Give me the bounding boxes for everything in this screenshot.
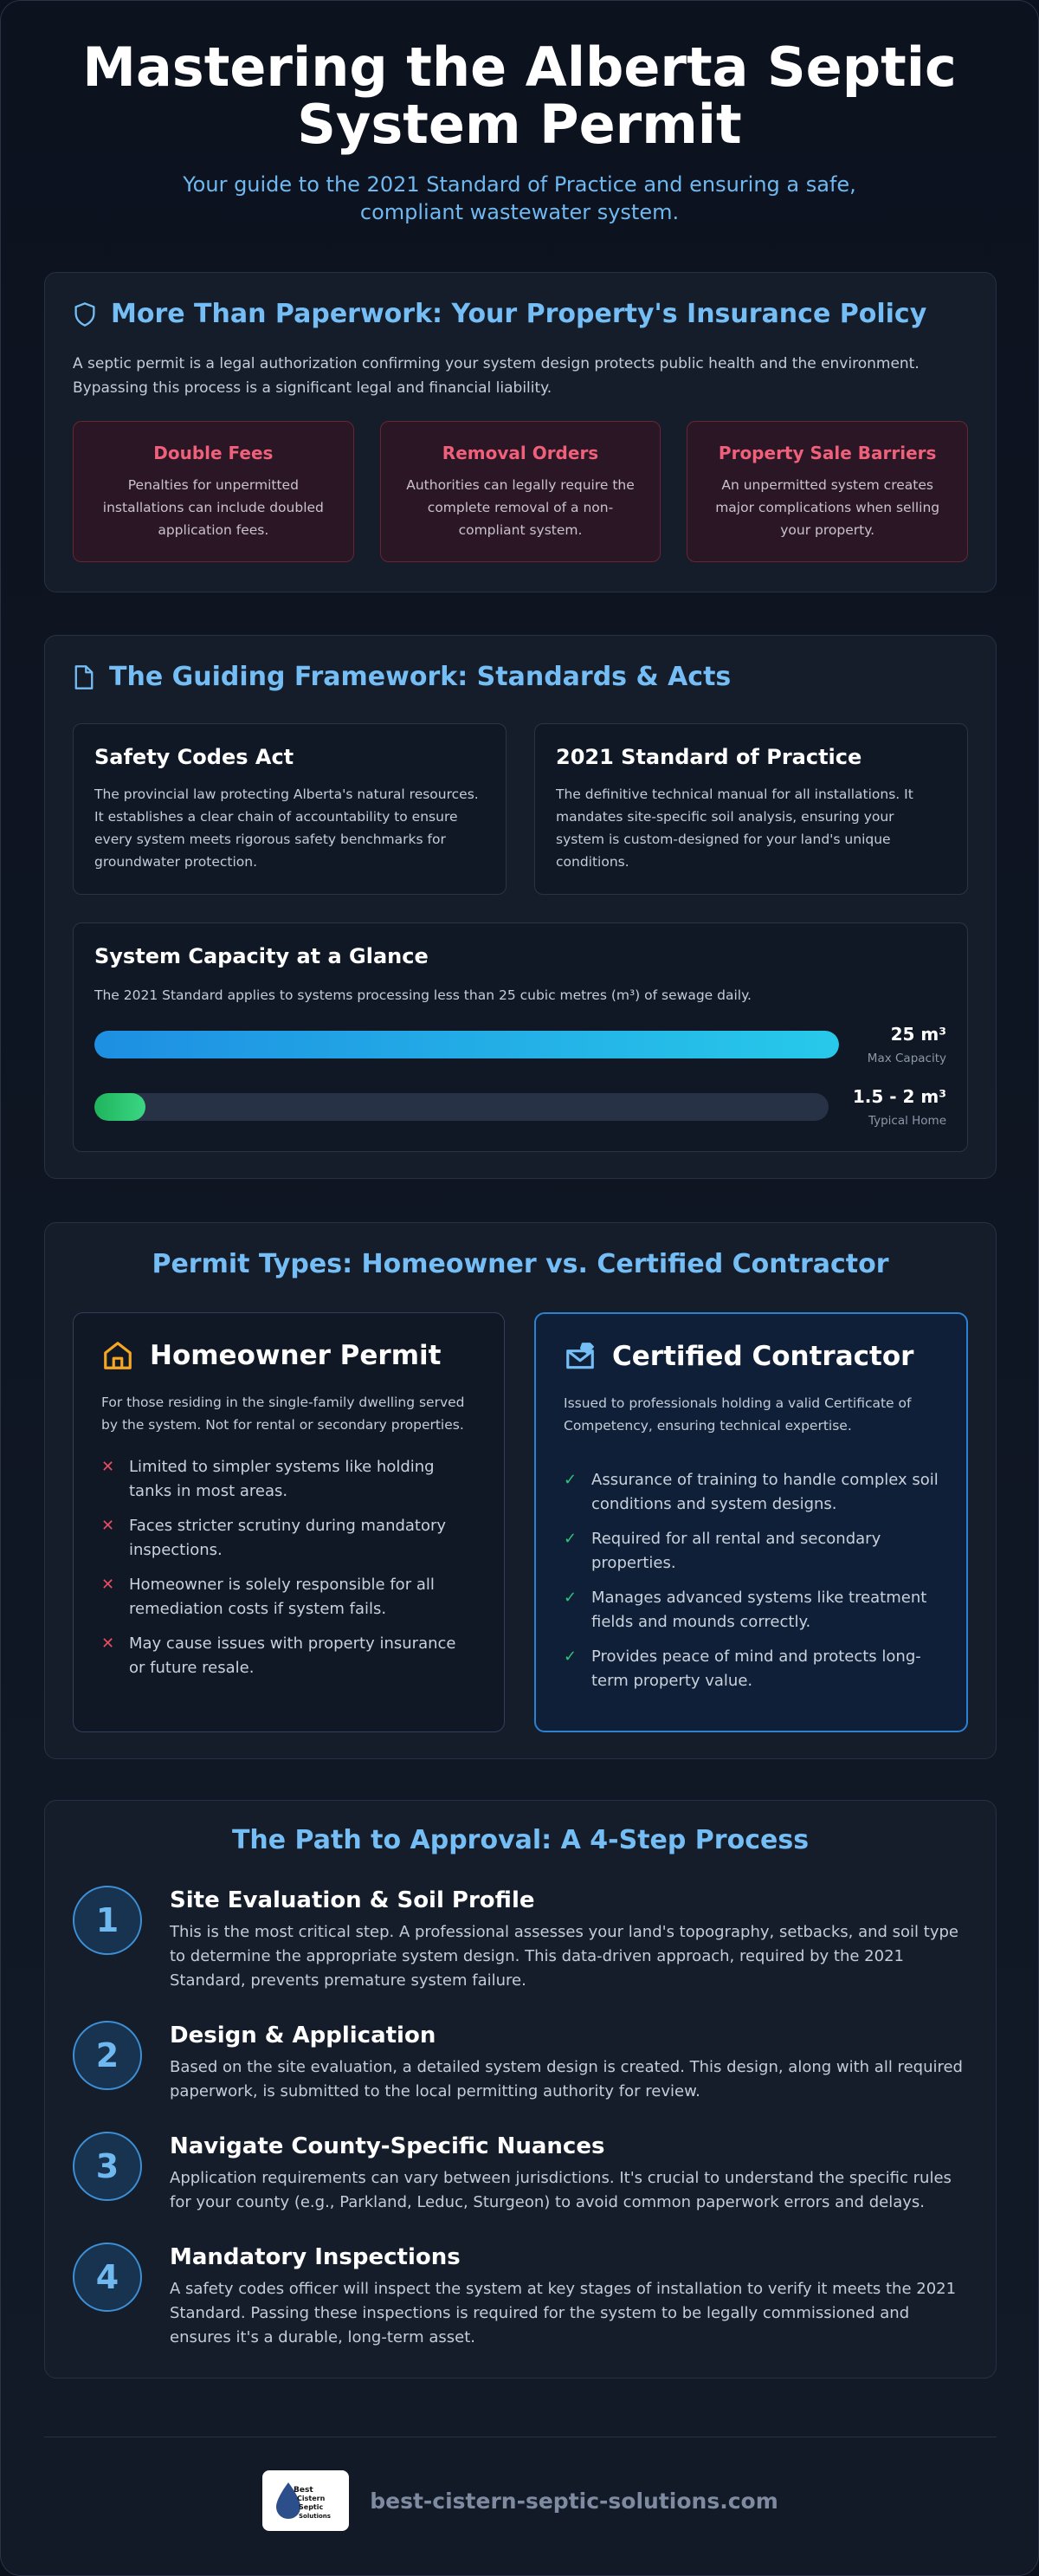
benefit-list bbox=[564, 1468, 939, 1693]
capacity-bar-typical bbox=[94, 1086, 946, 1128]
card-title: Certified Contractor bbox=[612, 1341, 914, 1372]
insurance-intro: A septic permit is a legal authorization confirming your system design protects public health and the environment. Bypassing this process is a significant legal and financial liability. bbox=[73, 355, 920, 397]
risk-title: Double Fees bbox=[153, 443, 274, 463]
process-section bbox=[44, 1800, 997, 2379]
step-body bbox=[170, 2243, 970, 2350]
svg-text:Cistern: Cistern bbox=[297, 2495, 326, 2502]
bar-fill bbox=[94, 1031, 839, 1058]
water-drop-icon bbox=[262, 2470, 349, 2531]
bar-caption: Max Capacity bbox=[867, 1052, 946, 1065]
x-icon: ✕ bbox=[101, 1458, 115, 1476]
risk-card-removal-orders bbox=[380, 421, 661, 562]
card-title: Safety Codes Act bbox=[94, 745, 294, 769]
company-logo[interactable] bbox=[262, 2470, 349, 2531]
list-item: ✓ Manages advanced systems like treatment fields and mounds correctly. bbox=[564, 1586, 939, 1634]
svg-text:Septic: Septic bbox=[299, 2503, 324, 2511]
bar-caption: Typical Home bbox=[868, 1114, 946, 1128]
bar-label bbox=[853, 1086, 946, 1128]
card-text: The definitive technical manual for all installations. It mandates site-specific soil analysis, ensuring your system is custom-designed for your land's unique conditions. bbox=[556, 786, 913, 870]
x-icon: ✕ bbox=[101, 1517, 115, 1535]
bar-track bbox=[94, 1031, 839, 1058]
standard-of-practice-card bbox=[534, 723, 968, 895]
list-item: ✕ Limited to simpler systems like holding tanks in most areas. bbox=[101, 1455, 476, 1504]
step-text: A safety codes officer will inspect the system at key stages of installation to verify it meets the 2021 Standard. Passing these inspections is required for the system to be legally commissioned and ensures it's a durable, long-term asset. bbox=[170, 2280, 957, 2346]
list-item: ✓ Provides peace of mind and protects long-term property value. bbox=[564, 1645, 939, 1693]
step-text: This is the most critical step. A professional assesses your land's topography, setbacks, and soil type to determine the appropriate system design. This data-driven approach, required by the 2021 Standard, prevents premature system failure. bbox=[170, 1923, 958, 1990]
framework-title: The Guiding Framework: Standards & Acts bbox=[109, 662, 732, 692]
shield-icon bbox=[73, 301, 97, 327]
step-number: 3 bbox=[73, 2132, 142, 2201]
drawback-list bbox=[101, 1455, 476, 1680]
framework-section bbox=[44, 635, 997, 1179]
insurance-heading bbox=[73, 299, 968, 329]
step-title: Navigate County-Specific Nuances bbox=[170, 2133, 605, 2159]
certificate-icon bbox=[564, 1340, 597, 1373]
step-number: 4 bbox=[73, 2243, 142, 2312]
risk-title: Property Sale Barriers bbox=[718, 443, 937, 463]
list-item: ✕ May cause issues with property insurance or future resale. bbox=[101, 1632, 476, 1680]
page-title: Mastering the Alberta Septic System Permit bbox=[82, 36, 957, 156]
step-title: Design & Application bbox=[170, 2023, 436, 2049]
card-header bbox=[101, 1339, 476, 1372]
check-icon: ✓ bbox=[564, 1471, 578, 1489]
list-item: ✕ Homeowner is solely responsible for all remediation costs if system fails. bbox=[101, 1573, 476, 1621]
check-icon: ✓ bbox=[564, 1647, 578, 1666]
contractor-permit-card bbox=[534, 1312, 968, 1732]
safety-codes-act-card bbox=[73, 723, 507, 895]
house-icon bbox=[101, 1339, 134, 1372]
step-body bbox=[170, 2021, 970, 2104]
list-item: ✓ Required for all rental and secondary properties. bbox=[564, 1527, 939, 1576]
list-item: ✓ Assurance of training to handle complex soil conditions and system designs. bbox=[564, 1468, 939, 1517]
step-title: Site Evaluation & Soil Profile bbox=[170, 1887, 535, 1913]
bar-value: 1.5 - 2 m³ bbox=[852, 1086, 946, 1107]
page-subtitle: Your guide to the 2021 Standard of Practice and ensuring a safe, compliant wastewater system. bbox=[183, 172, 856, 224]
bar-label bbox=[868, 1024, 946, 1065]
insurance-title: More Than Paperwork: Your Property's Insurance Policy bbox=[111, 299, 927, 329]
card-header bbox=[564, 1340, 939, 1373]
card-title: Homeowner Permit bbox=[150, 1340, 442, 1371]
step-title: Mandatory Inspections bbox=[170, 2244, 461, 2270]
process-step-3 bbox=[73, 2132, 970, 2215]
check-icon: ✓ bbox=[564, 1589, 578, 1607]
process-step-1 bbox=[73, 1886, 970, 1993]
list-item: ✕ Faces stricter scrutiny during mandatory inspections. bbox=[101, 1514, 476, 1563]
document-icon bbox=[73, 664, 95, 690]
svg-text:Solutions: Solutions bbox=[299, 2513, 332, 2520]
card-description: For those residing in the single-family dwelling served by the system. Not for rental or secondary properties. bbox=[101, 1395, 465, 1433]
card-title: 2021 Standard of Practice bbox=[556, 745, 862, 769]
risk-text: Penalties for unpermitted installations can include doubled application fees. bbox=[102, 477, 324, 538]
permit-types-section bbox=[44, 1222, 997, 1759]
svg-text:Best: Best bbox=[294, 2486, 313, 2495]
x-icon: ✕ bbox=[101, 1634, 115, 1653]
footer bbox=[1, 2470, 1039, 2531]
step-body bbox=[170, 2132, 970, 2215]
step-text: Application requirements can vary between jurisdictions. It's crucial to understand the specific rules for your county (e.g., Parkland, Leduc, Sturgeon) to avoid common paperwork errors and delays. bbox=[170, 2169, 952, 2211]
permit-cards bbox=[73, 1312, 968, 1732]
hero bbox=[1, 1, 1038, 226]
process-step-2 bbox=[73, 2021, 970, 2104]
step-number: 2 bbox=[73, 2021, 142, 2090]
permit-types-title: Permit Types: Homeowner vs. Certified Contractor bbox=[152, 1249, 889, 1279]
homeowner-permit-card bbox=[73, 1312, 505, 1732]
bar-fill bbox=[94, 1093, 145, 1121]
check-icon: ✓ bbox=[564, 1530, 578, 1548]
risk-cards bbox=[73, 421, 968, 562]
insurance-section bbox=[44, 272, 997, 592]
process-step-4 bbox=[73, 2243, 970, 2350]
process-title: The Path to Approval: A 4-Step Process bbox=[231, 1825, 810, 1855]
risk-text: An unpermitted system creates major complications when selling your property. bbox=[715, 477, 940, 538]
step-text: Based on the site evaluation, a detailed system design is created. This design, along with all required paperwork, is submitted to the local permitting authority for review. bbox=[170, 2058, 963, 2100]
capacity-title: System Capacity at a Glance bbox=[94, 944, 429, 968]
capacity-card bbox=[73, 922, 968, 1152]
website-link[interactable]: best-cistern-septic-solutions.com bbox=[370, 2488, 778, 2514]
capacity-bar-max bbox=[94, 1024, 946, 1065]
step-number: 1 bbox=[73, 1886, 142, 1955]
framework-heading bbox=[73, 662, 968, 692]
framework-cards bbox=[73, 723, 968, 895]
step-body bbox=[170, 1886, 970, 1993]
capacity-description: The 2021 Standard applies to systems processing less than 25 cubic metres (m³) of sewage daily. bbox=[94, 987, 752, 1003]
risk-title: Removal Orders bbox=[442, 443, 599, 463]
risk-text: Authorities can legally require the complete removal of a non-compliant system. bbox=[406, 477, 635, 538]
x-icon: ✕ bbox=[101, 1576, 115, 1594]
card-description: Issued to professionals holding a valid Certificate of Competency, ensuring technical expertise. bbox=[564, 1395, 912, 1434]
card-text: The provincial law protecting Alberta's natural resources. It establishes a clear chain of accountability to ensure every system meets rigorous safety benchmarks for groundwater protection. bbox=[94, 786, 479, 870]
bar-track bbox=[94, 1093, 829, 1121]
risk-card-sale-barriers bbox=[687, 421, 968, 562]
bar-value: 25 m³ bbox=[890, 1024, 946, 1045]
risk-card-double-fees bbox=[73, 421, 354, 562]
